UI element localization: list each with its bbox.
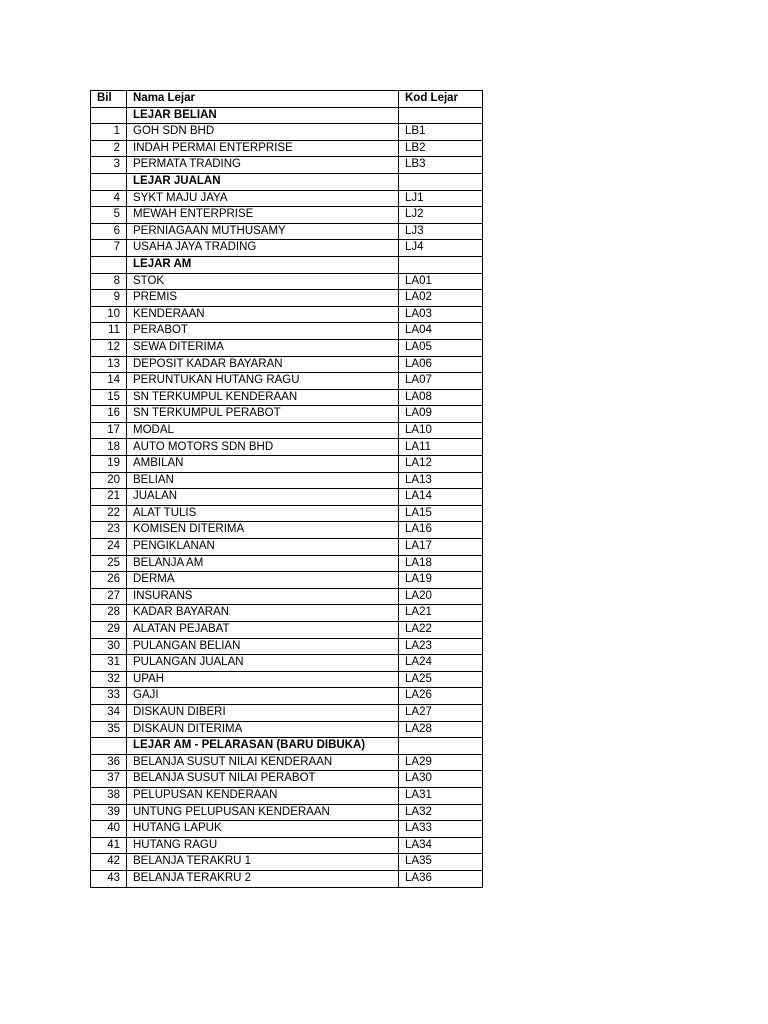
- ledger-nama: UPAH: [127, 671, 399, 688]
- ledger-kod: LA26: [399, 688, 483, 705]
- ledger-bil: 12: [91, 339, 127, 356]
- ledger-row: [91, 804, 483, 821]
- section-title: LEJAR BELIAN: [127, 107, 399, 124]
- section-title: LEJAR JUALAN: [127, 173, 399, 190]
- ledger-bil: 1: [91, 124, 127, 141]
- ledger-bil: 33: [91, 688, 127, 705]
- ledger-sheet: [90, 90, 483, 888]
- ledger-kod: LA24: [399, 655, 483, 672]
- ledger-row: [91, 837, 483, 854]
- ledger-nama: USAHA JAYA TRADING: [127, 240, 399, 257]
- ledger-row: [91, 406, 483, 423]
- ledger-bil: 22: [91, 505, 127, 522]
- ledger-row: [91, 207, 483, 224]
- ledger-row: [91, 754, 483, 771]
- ledger-bil: 11: [91, 323, 127, 340]
- ledger-kod: LA05: [399, 339, 483, 356]
- ledger-kod: LA09: [399, 406, 483, 423]
- ledger-nama: SYKT MAJU JAYA: [127, 190, 399, 207]
- section-title: LEJAR AM: [127, 256, 399, 273]
- ledger-bil: 30: [91, 638, 127, 655]
- ledger-kod: LJ3: [399, 223, 483, 240]
- header-row: [91, 91, 483, 108]
- ledger-bil: 25: [91, 555, 127, 572]
- ledger-bil: 14: [91, 373, 127, 390]
- ledger-bil: 3: [91, 157, 127, 174]
- ledger-nama: ALATAN PEJABAT: [127, 622, 399, 639]
- ledger-kod: LA04: [399, 323, 483, 340]
- ledger-nama: PULANGAN BELIAN: [127, 638, 399, 655]
- ledger-nama: DEPOSIT KADAR BAYARAN: [127, 356, 399, 373]
- ledger-kod: LJ1: [399, 190, 483, 207]
- section-kod-cell: [399, 738, 483, 755]
- ledger-nama: BELANJA AM: [127, 555, 399, 572]
- ledger-kod: LA31: [399, 787, 483, 804]
- ledger-nama: DISKAUN DITERIMA: [127, 721, 399, 738]
- ledger-kod: LA34: [399, 837, 483, 854]
- ledger-bil: 29: [91, 622, 127, 639]
- ledger-row: [91, 572, 483, 589]
- ledger-row: [91, 223, 483, 240]
- ledger-nama: SEWA DITERIMA: [127, 339, 399, 356]
- ledger-row: [91, 771, 483, 788]
- ledger-row: [91, 787, 483, 804]
- ledger-bil: 19: [91, 456, 127, 473]
- ledger-bil: 10: [91, 306, 127, 323]
- ledger-nama: BELANJA TERAKRU 2: [127, 870, 399, 887]
- header-bil: Bil: [91, 91, 127, 108]
- ledger-row: [91, 655, 483, 672]
- ledger-row: [91, 638, 483, 655]
- ledger-kod: LA23: [399, 638, 483, 655]
- section-kod-cell: [399, 256, 483, 273]
- ledger-row: [91, 356, 483, 373]
- ledger-kod: LA10: [399, 422, 483, 439]
- ledger-row: [91, 472, 483, 489]
- ledger-nama: INDAH PERMAI ENTERPRISE: [127, 140, 399, 157]
- ledger-row: [91, 389, 483, 406]
- ledger-bil: 39: [91, 804, 127, 821]
- ledger-row: [91, 539, 483, 556]
- ledger-bil: 18: [91, 439, 127, 456]
- ledger-row: [91, 323, 483, 340]
- ledger-bil: 28: [91, 605, 127, 622]
- section-row: [91, 738, 483, 755]
- ledger-row: [91, 671, 483, 688]
- ledger-kod: LA02: [399, 290, 483, 307]
- ledger-kod: LA03: [399, 306, 483, 323]
- ledger-row: [91, 190, 483, 207]
- ledger-row: [91, 489, 483, 506]
- ledger-row: [91, 439, 483, 456]
- ledger-kod: LB3: [399, 157, 483, 174]
- ledger-kod: LA08: [399, 389, 483, 406]
- ledger-row: [91, 240, 483, 257]
- ledger-kod: LA28: [399, 721, 483, 738]
- ledger-kod: LA25: [399, 671, 483, 688]
- ledger-row: [91, 422, 483, 439]
- ledger-row: [91, 140, 483, 157]
- ledger-bil: 43: [91, 870, 127, 887]
- ledger-row: [91, 273, 483, 290]
- ledger-bil: 6: [91, 223, 127, 240]
- ledger-bil: 7: [91, 240, 127, 257]
- section-kod-cell: [399, 173, 483, 190]
- ledger-nama: DERMA: [127, 572, 399, 589]
- ledger-nama: PERMATA TRADING: [127, 157, 399, 174]
- ledger-nama: ALAT TULIS: [127, 505, 399, 522]
- ledger-nama: STOK: [127, 273, 399, 290]
- ledger-kod: LA33: [399, 821, 483, 838]
- section-kod-cell: [399, 107, 483, 124]
- ledger-nama: KENDERAAN: [127, 306, 399, 323]
- ledger-bil: 42: [91, 854, 127, 871]
- ledger-bil: 40: [91, 821, 127, 838]
- section-bil-cell: [91, 173, 127, 190]
- ledger-nama: AMBILAN: [127, 456, 399, 473]
- ledger-row: [91, 870, 483, 887]
- ledger-bil: 5: [91, 207, 127, 224]
- ledger-nama: KOMISEN DITERIMA: [127, 522, 399, 539]
- ledger-nama: HUTANG RAGU: [127, 837, 399, 854]
- ledger-bil: 13: [91, 356, 127, 373]
- ledger-nama: SN TERKUMPUL KENDERAAN: [127, 389, 399, 406]
- ledger-kod: LB1: [399, 124, 483, 141]
- ledger-nama: UNTUNG PELUPUSAN KENDERAAN: [127, 804, 399, 821]
- ledger-nama: HUTANG LAPUK: [127, 821, 399, 838]
- ledger-kod: LA07: [399, 373, 483, 390]
- ledger-nama: PREMIS: [127, 290, 399, 307]
- ledger-nama: PULANGAN JUALAN: [127, 655, 399, 672]
- ledger-row: [91, 688, 483, 705]
- ledger-nama: GOH SDN BHD: [127, 124, 399, 141]
- ledger-kod: LA06: [399, 356, 483, 373]
- ledger-kod: LA17: [399, 539, 483, 556]
- ledger-nama: BELANJA TERAKRU 1: [127, 854, 399, 871]
- ledger-bil: 27: [91, 588, 127, 605]
- ledger-kod: LA16: [399, 522, 483, 539]
- ledger-bil: 2: [91, 140, 127, 157]
- section-row: [91, 107, 483, 124]
- ledger-row: [91, 854, 483, 871]
- ledger-nama: DISKAUN DIBERI: [127, 704, 399, 721]
- ledger-nama: PERNIAGAAN MUTHUSAMY: [127, 223, 399, 240]
- ledger-bil: 20: [91, 472, 127, 489]
- ledger-row: [91, 124, 483, 141]
- section-row: [91, 256, 483, 273]
- section-bil-cell: [91, 107, 127, 124]
- ledger-nama: PENGIKLANAN: [127, 539, 399, 556]
- ledger-bil: 8: [91, 273, 127, 290]
- ledger-nama: BELANJA SUSUT NILAI KENDERAAN: [127, 754, 399, 771]
- ledger-nama: SN TERKUMPUL PERABOT: [127, 406, 399, 423]
- ledger-nama: MODAL: [127, 422, 399, 439]
- ledger-table: [90, 90, 483, 888]
- ledger-nama: KADAR BAYARAN: [127, 605, 399, 622]
- section-title: LEJAR AM - PELARASAN (BARU DIBUKA): [127, 738, 399, 755]
- ledger-bil: 23: [91, 522, 127, 539]
- ledger-kod: LA21: [399, 605, 483, 622]
- ledger-kod: LA14: [399, 489, 483, 506]
- ledger-kod: LJ2: [399, 207, 483, 224]
- ledger-kod: LA36: [399, 870, 483, 887]
- ledger-bil: 35: [91, 721, 127, 738]
- ledger-nama: PELUPUSAN KENDERAAN: [127, 787, 399, 804]
- ledger-kod: LA18: [399, 555, 483, 572]
- ledger-bil: 26: [91, 572, 127, 589]
- ledger-bil: 31: [91, 655, 127, 672]
- ledger-kod: LA12: [399, 456, 483, 473]
- ledger-nama: PERUNTUKAN HUTANG RAGU: [127, 373, 399, 390]
- ledger-kod: LA01: [399, 273, 483, 290]
- ledger-kod: LA20: [399, 588, 483, 605]
- ledger-bil: 34: [91, 704, 127, 721]
- ledger-bil: 38: [91, 787, 127, 804]
- ledger-kod: LA30: [399, 771, 483, 788]
- ledger-kod: LA11: [399, 439, 483, 456]
- ledger-row: [91, 373, 483, 390]
- ledger-row: [91, 622, 483, 639]
- ledger-row: [91, 588, 483, 605]
- ledger-kod: LA13: [399, 472, 483, 489]
- header-kod-lejar: Kod Lejar: [399, 91, 483, 108]
- ledger-row: [91, 605, 483, 622]
- ledger-nama: PERABOT: [127, 323, 399, 340]
- ledger-bil: 17: [91, 422, 127, 439]
- ledger-kod: LB2: [399, 140, 483, 157]
- ledger-bil: 4: [91, 190, 127, 207]
- ledger-row: [91, 456, 483, 473]
- ledger-bil: 24: [91, 539, 127, 556]
- header-nama-lejar: Nama Lejar: [127, 91, 399, 108]
- ledger-row: [91, 290, 483, 307]
- ledger-nama: JUALAN: [127, 489, 399, 506]
- ledger-kod: LA32: [399, 804, 483, 821]
- ledger-bil: 32: [91, 671, 127, 688]
- ledger-kod: LA29: [399, 754, 483, 771]
- ledger-nama: AUTO MOTORS SDN BHD: [127, 439, 399, 456]
- ledger-bil: 9: [91, 290, 127, 307]
- ledger-row: [91, 306, 483, 323]
- ledger-kod: LA27: [399, 704, 483, 721]
- ledger-nama: GAJI: [127, 688, 399, 705]
- ledger-nama: BELANJA SUSUT NILAI PERABOT: [127, 771, 399, 788]
- ledger-bil: 37: [91, 771, 127, 788]
- ledger-bil: 16: [91, 406, 127, 423]
- ledger-row: [91, 522, 483, 539]
- section-bil-cell: [91, 256, 127, 273]
- ledger-bil: 41: [91, 837, 127, 854]
- ledger-body: [91, 107, 483, 887]
- ledger-nama: MEWAH ENTERPRISE: [127, 207, 399, 224]
- ledger-kod: LA19: [399, 572, 483, 589]
- ledger-bil: 21: [91, 489, 127, 506]
- ledger-kod: LA35: [399, 854, 483, 871]
- ledger-kod: LJ4: [399, 240, 483, 257]
- section-bil-cell: [91, 738, 127, 755]
- ledger-row: [91, 505, 483, 522]
- ledger-row: [91, 157, 483, 174]
- ledger-row: [91, 704, 483, 721]
- ledger-row: [91, 821, 483, 838]
- ledger-nama: INSURANS: [127, 588, 399, 605]
- ledger-bil: 15: [91, 389, 127, 406]
- ledger-row: [91, 339, 483, 356]
- ledger-row: [91, 555, 483, 572]
- ledger-kod: LA15: [399, 505, 483, 522]
- ledger-row: [91, 721, 483, 738]
- ledger-nama: BELIAN: [127, 472, 399, 489]
- ledger-kod: LA22: [399, 622, 483, 639]
- ledger-bil: 36: [91, 754, 127, 771]
- section-row: [91, 173, 483, 190]
